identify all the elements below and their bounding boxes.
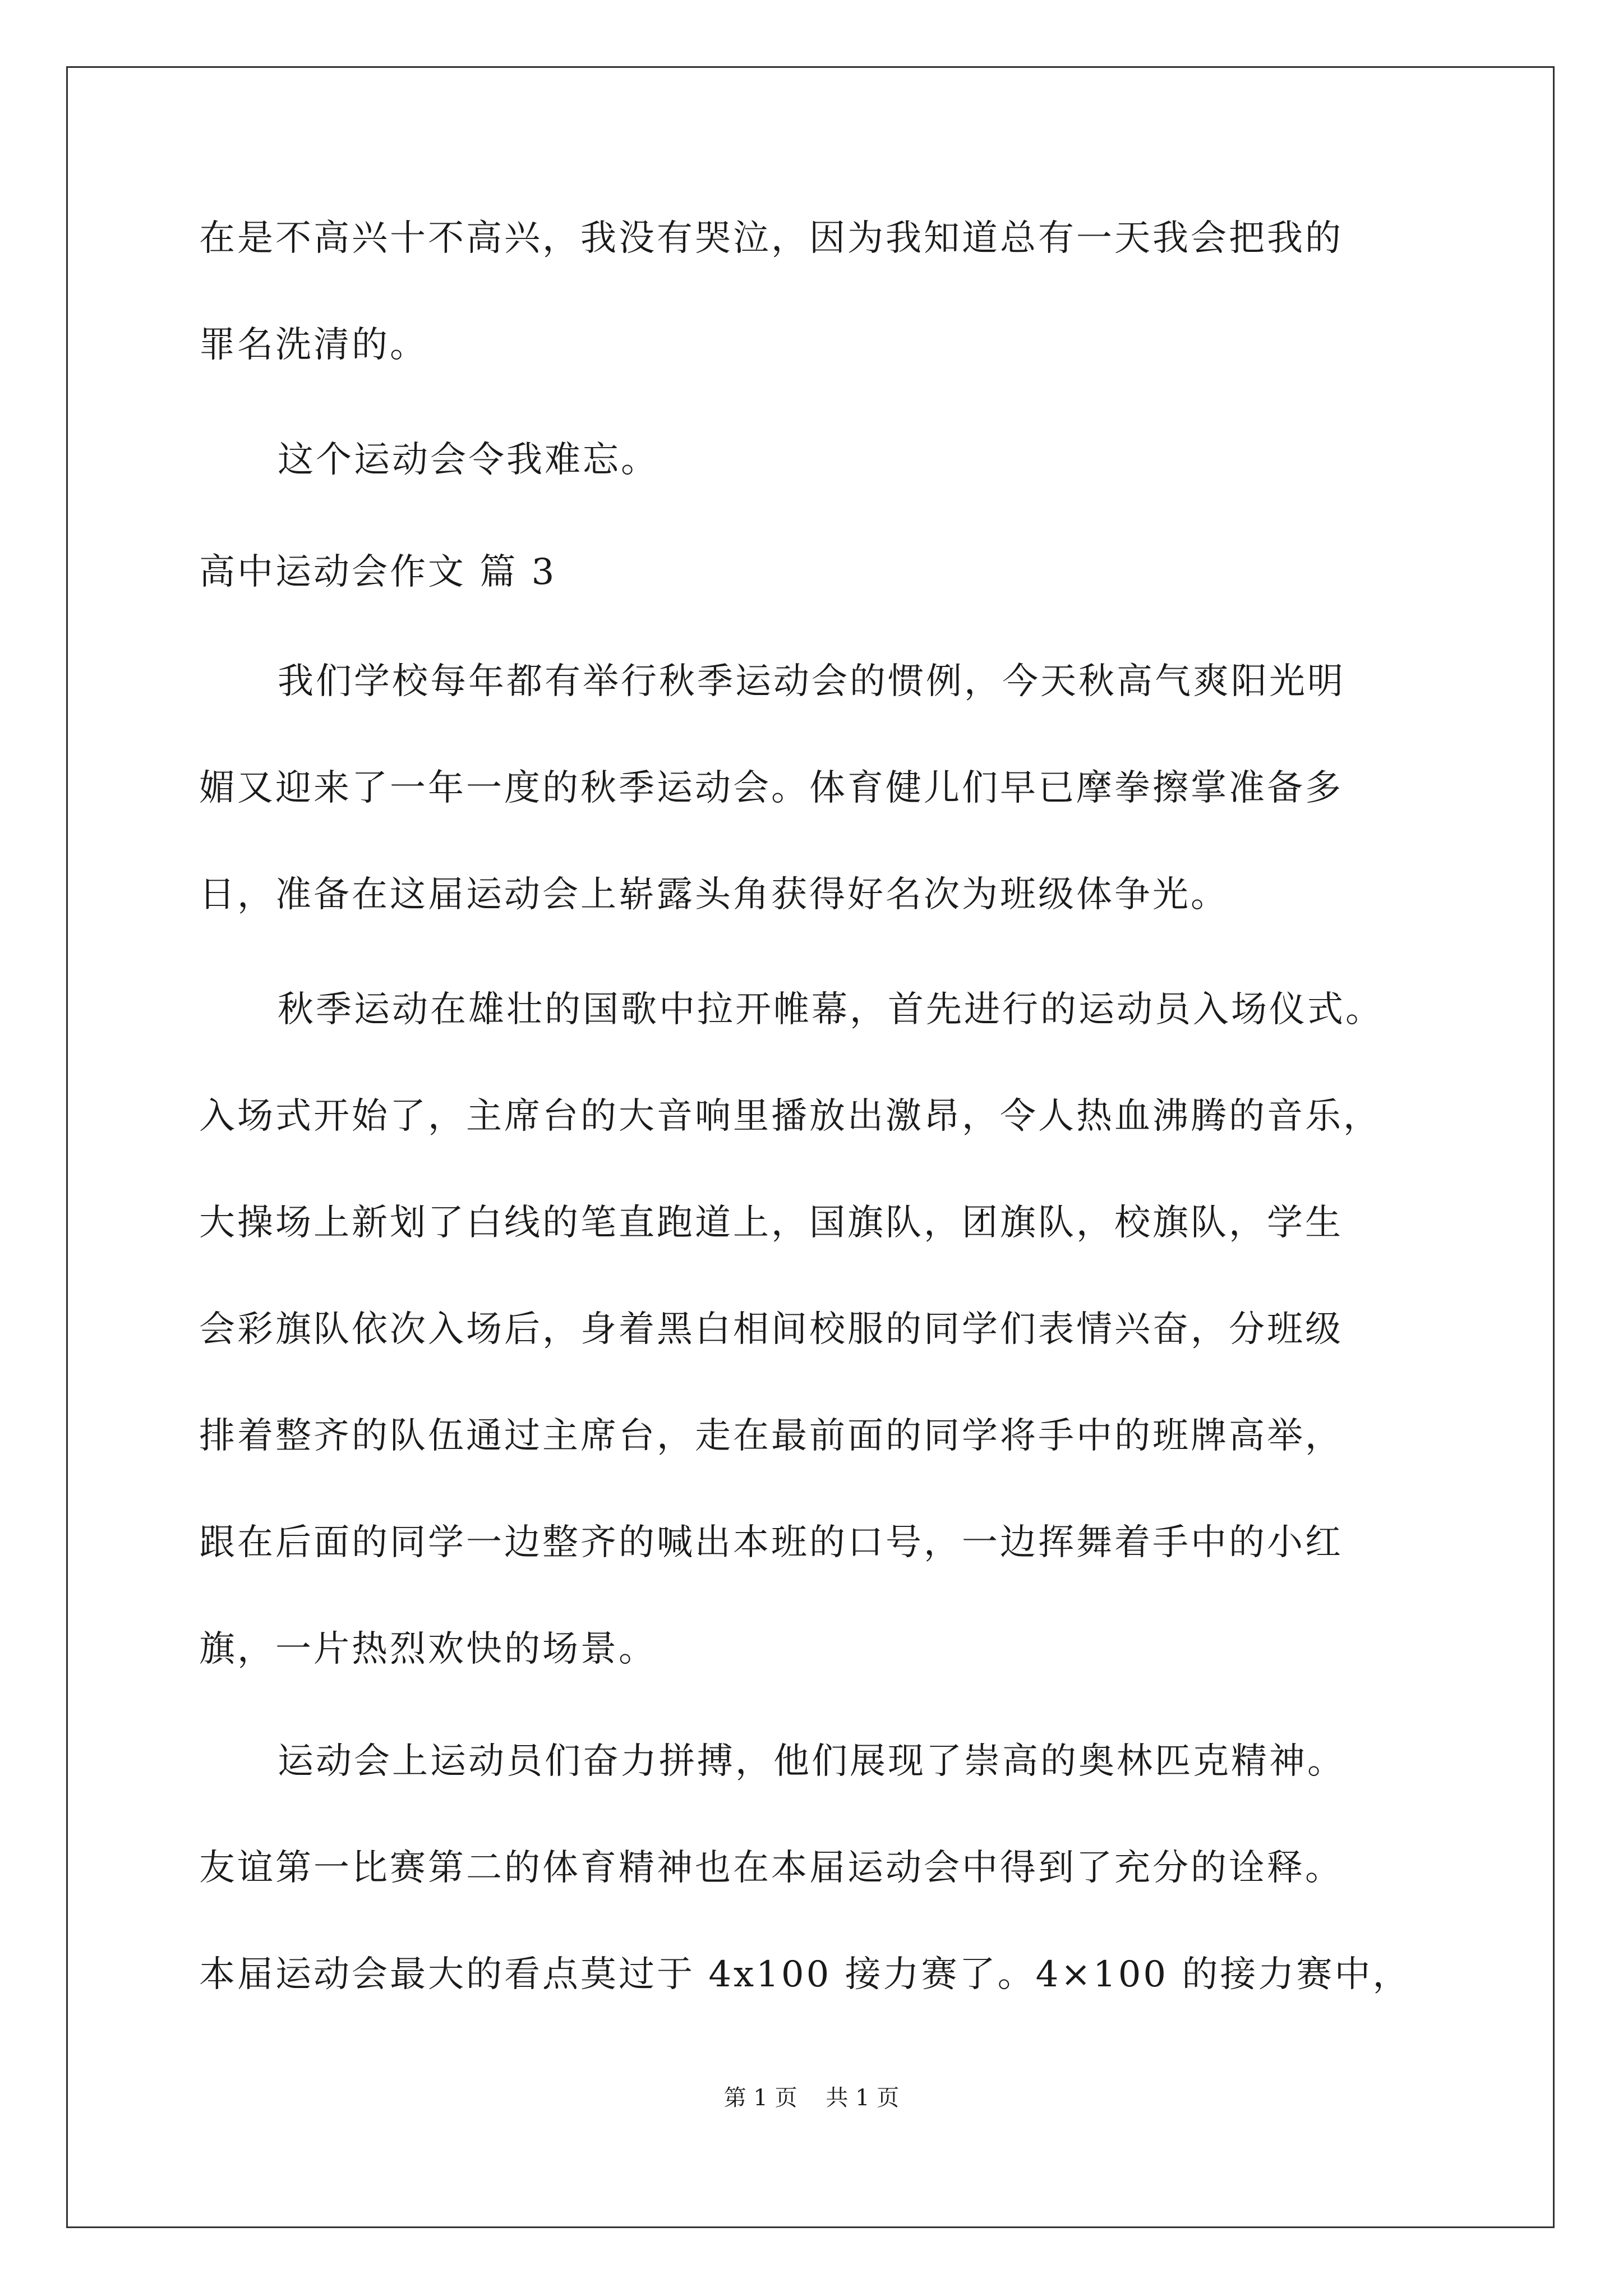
paragraph-line: 秋季运动在雄壮的国歌中拉开帷幕，首先进行的运动员入场仪式。 <box>278 989 1384 1030</box>
paragraph-line: 运动会上运动员们奋力拼搏，他们展现了崇高的奥林匹克精神。 <box>278 1741 1345 1782</box>
paragraph-line: 我们学校每年都有举行秋季运动会的惯例，今天秋高气爽阳光明 <box>278 661 1345 702</box>
text-line: 排着整齐的队伍通过主席台，走在最前面的同学将手中的班牌高举， <box>199 1415 1343 1457</box>
text-line: 罪名洗清的。 <box>199 324 428 366</box>
section-heading: 高中运动会作文 篇 3 <box>199 551 557 593</box>
text-line: 在是不高兴十不高兴，我没有哭泣，因为我知道总有一天我会把我的 <box>199 218 1343 259</box>
text-line: 旗，一片热烈欢快的场景。 <box>199 1628 657 1670</box>
text-line: 入场式开始了，主席台的大音响里播放出激昂，令人热血沸腾的音乐， <box>199 1096 1381 1137</box>
text-line: 日，准备在这届运动会上崭露头角获得好名次为班级体争光。 <box>199 874 1229 915</box>
text-line: 大操场上新划了白线的笔直跑道上，国旗队，团旗队，校旗队，学生 <box>199 1202 1343 1244</box>
text-line: 本届运动会最大的看点莫过于 4x100 接力赛了。4×100 的接力赛中， <box>199 1954 1411 1995</box>
paragraph-line: 这个运动会令我难忘。 <box>278 439 659 481</box>
page-frame <box>66 66 1555 2228</box>
text-line: 跟在后面的同学一边整齐的喊出本班的口号，一边挥舞着手中的小红 <box>199 1522 1343 1563</box>
text-line: 会彩旗队依次入场后，身着黑白相间校服的同学们表情兴奋，分班级 <box>199 1309 1343 1350</box>
text-line: 友谊第一比赛第二的体育精神也在本届运动会中得到了充分的诠释。 <box>199 1847 1343 1889</box>
page-footer: 第 1 页 共 1 页 <box>723 2085 900 2111</box>
text-line: 媚又迎来了一年一度的秋季运动会。体育健儿们早已摩拳擦掌准备多 <box>199 767 1343 809</box>
